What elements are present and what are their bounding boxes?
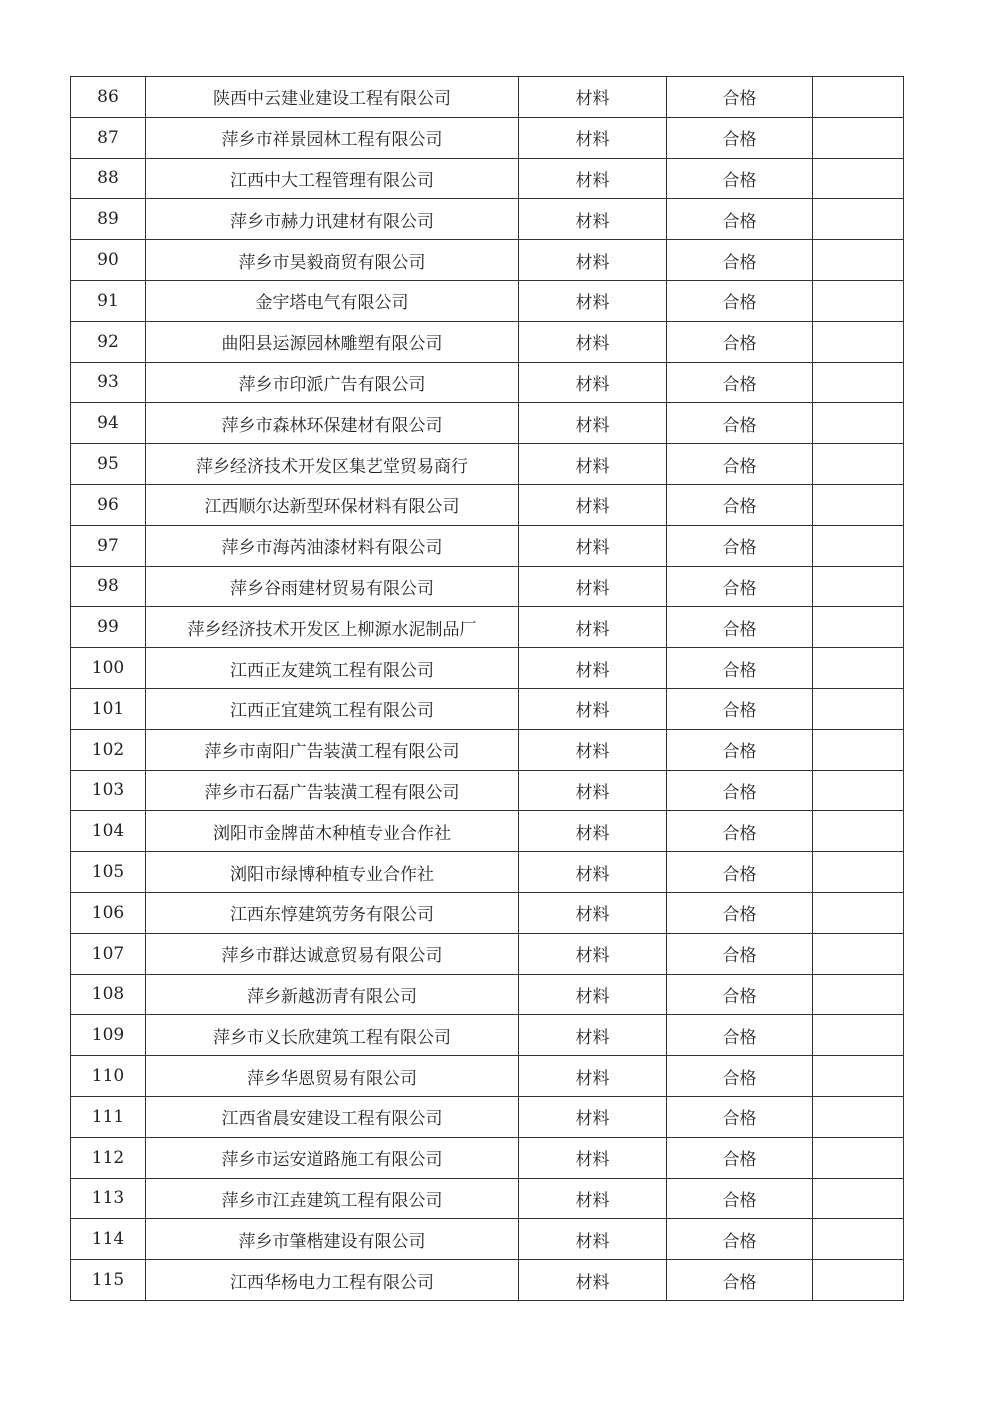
category-cell: 材料 (519, 729, 667, 770)
table-row (71, 525, 904, 566)
row-number: 112 (71, 1137, 146, 1178)
category-cell: 材料 (519, 1219, 667, 1260)
company-name: 萍乡市南阳广告装潢工程有限公司 (146, 729, 519, 770)
row-number: 92 (71, 321, 146, 362)
note-cell (813, 240, 904, 281)
row-number: 91 (71, 280, 146, 321)
result-cell: 合格 (667, 117, 813, 158)
table-row (71, 1137, 904, 1178)
note-cell (813, 1056, 904, 1097)
company-name: 萍乡经济技术开发区集艺堂贸易商行 (146, 444, 519, 485)
category-cell: 材料 (519, 199, 667, 240)
company-name: 江西顺尔达新型环保材料有限公司 (146, 484, 519, 525)
table-row (71, 403, 904, 444)
table-row (71, 933, 904, 974)
result-cell: 合格 (667, 566, 813, 607)
table-row (71, 77, 904, 118)
row-number: 103 (71, 770, 146, 811)
table-row (71, 199, 904, 240)
category-cell: 材料 (519, 1260, 667, 1301)
row-number: 87 (71, 117, 146, 158)
category-cell: 材料 (519, 892, 667, 933)
result-cell: 合格 (667, 648, 813, 689)
category-cell: 材料 (519, 240, 667, 281)
company-name: 萍乡市森林环保建材有限公司 (146, 403, 519, 444)
company-name: 萍乡市赫力讯建材有限公司 (146, 199, 519, 240)
row-number: 104 (71, 811, 146, 852)
category-cell: 材料 (519, 566, 667, 607)
document-page (70, 76, 903, 1301)
row-number: 113 (71, 1178, 146, 1219)
note-cell (813, 362, 904, 403)
company-name: 金宇塔电气有限公司 (146, 280, 519, 321)
note-cell (813, 117, 904, 158)
table-row (71, 566, 904, 607)
company-name: 萍乡市昊毅商贸有限公司 (146, 240, 519, 281)
table-row (71, 1096, 904, 1137)
company-name: 萍乡市群达诚意贸易有限公司 (146, 933, 519, 974)
table-row (71, 280, 904, 321)
category-cell: 材料 (519, 444, 667, 485)
row-number: 89 (71, 199, 146, 240)
result-cell: 合格 (667, 1178, 813, 1219)
row-number: 114 (71, 1219, 146, 1260)
company-name: 萍乡市肇楷建设有限公司 (146, 1219, 519, 1260)
table-row (71, 362, 904, 403)
category-cell: 材料 (519, 280, 667, 321)
result-cell: 合格 (667, 240, 813, 281)
row-number: 97 (71, 525, 146, 566)
row-number: 90 (71, 240, 146, 281)
note-cell (813, 892, 904, 933)
category-cell: 材料 (519, 974, 667, 1015)
note-cell (813, 1178, 904, 1219)
table-row (71, 1260, 904, 1301)
category-cell: 材料 (519, 484, 667, 525)
result-cell: 合格 (667, 444, 813, 485)
row-number: 96 (71, 484, 146, 525)
result-cell: 合格 (667, 974, 813, 1015)
note-cell (813, 158, 904, 199)
note-cell (813, 525, 904, 566)
row-number: 110 (71, 1056, 146, 1097)
table-row (71, 729, 904, 770)
note-cell (813, 933, 904, 974)
table-row (71, 158, 904, 199)
row-number: 106 (71, 892, 146, 933)
category-cell: 材料 (519, 1096, 667, 1137)
category-cell: 材料 (519, 811, 667, 852)
note-cell (813, 852, 904, 893)
result-cell: 合格 (667, 729, 813, 770)
company-name: 萍乡市江垚建筑工程有限公司 (146, 1178, 519, 1219)
result-cell: 合格 (667, 688, 813, 729)
note-cell (813, 974, 904, 1015)
company-name: 萍乡谷雨建材贸易有限公司 (146, 566, 519, 607)
note-cell (813, 321, 904, 362)
category-cell: 材料 (519, 1056, 667, 1097)
row-number: 105 (71, 852, 146, 893)
category-cell: 材料 (519, 1178, 667, 1219)
row-number: 98 (71, 566, 146, 607)
result-cell: 合格 (667, 1096, 813, 1137)
company-name: 曲阳县运源园林雕塑有限公司 (146, 321, 519, 362)
row-number: 102 (71, 729, 146, 770)
result-cell: 合格 (667, 77, 813, 118)
row-number: 100 (71, 648, 146, 689)
note-cell (813, 566, 904, 607)
category-cell: 材料 (519, 158, 667, 199)
row-number: 107 (71, 933, 146, 974)
company-name: 江西省晨安建设工程有限公司 (146, 1096, 519, 1137)
note-cell (813, 729, 904, 770)
company-table (70, 76, 904, 1301)
result-cell: 合格 (667, 362, 813, 403)
category-cell: 材料 (519, 688, 667, 729)
category-cell: 材料 (519, 1137, 667, 1178)
result-cell: 合格 (667, 321, 813, 362)
category-cell: 材料 (519, 403, 667, 444)
company-name: 萍乡市运安道路施工有限公司 (146, 1137, 519, 1178)
note-cell (813, 484, 904, 525)
row-number: 88 (71, 158, 146, 199)
table-body (71, 77, 904, 1301)
table-row (71, 852, 904, 893)
table-row (71, 321, 904, 362)
result-cell: 合格 (667, 158, 813, 199)
result-cell: 合格 (667, 280, 813, 321)
note-cell (813, 688, 904, 729)
table-row (71, 1056, 904, 1097)
company-name: 萍乡市印派广告有限公司 (146, 362, 519, 403)
table-row (71, 1015, 904, 1056)
note-cell (813, 607, 904, 648)
result-cell: 合格 (667, 811, 813, 852)
row-number: 95 (71, 444, 146, 485)
note-cell (813, 648, 904, 689)
category-cell: 材料 (519, 77, 667, 118)
result-cell: 合格 (667, 525, 813, 566)
row-number: 108 (71, 974, 146, 1015)
category-cell: 材料 (519, 1015, 667, 1056)
category-cell: 材料 (519, 117, 667, 158)
result-cell: 合格 (667, 1219, 813, 1260)
table-row (71, 1178, 904, 1219)
note-cell (813, 1015, 904, 1056)
category-cell: 材料 (519, 770, 667, 811)
category-cell: 材料 (519, 607, 667, 648)
result-cell: 合格 (667, 484, 813, 525)
company-name: 萍乡新越沥青有限公司 (146, 974, 519, 1015)
note-cell (813, 77, 904, 118)
note-cell (813, 199, 904, 240)
result-cell: 合格 (667, 403, 813, 444)
table-row (71, 1219, 904, 1260)
table-row (71, 811, 904, 852)
table-row (71, 240, 904, 281)
category-cell: 材料 (519, 933, 667, 974)
category-cell: 材料 (519, 525, 667, 566)
row-number: 99 (71, 607, 146, 648)
table-row (71, 607, 904, 648)
row-number: 111 (71, 1096, 146, 1137)
company-name: 萍乡市祥景园林工程有限公司 (146, 117, 519, 158)
table-row (71, 974, 904, 1015)
result-cell: 合格 (667, 892, 813, 933)
company-name: 江西正宜建筑工程有限公司 (146, 688, 519, 729)
result-cell: 合格 (667, 1056, 813, 1097)
company-name: 萍乡市海芮油漆材料有限公司 (146, 525, 519, 566)
row-number: 109 (71, 1015, 146, 1056)
result-cell: 合格 (667, 852, 813, 893)
note-cell (813, 1137, 904, 1178)
table-row (71, 648, 904, 689)
row-number: 94 (71, 403, 146, 444)
result-cell: 合格 (667, 1137, 813, 1178)
table-row (71, 484, 904, 525)
category-cell: 材料 (519, 362, 667, 403)
category-cell: 材料 (519, 648, 667, 689)
note-cell (813, 1096, 904, 1137)
note-cell (813, 1219, 904, 1260)
note-cell (813, 280, 904, 321)
table-row (71, 117, 904, 158)
table-row (71, 444, 904, 485)
note-cell (813, 444, 904, 485)
result-cell: 合格 (667, 607, 813, 648)
company-name: 萍乡市义长欣建筑工程有限公司 (146, 1015, 519, 1056)
note-cell (813, 403, 904, 444)
company-name: 江西东惇建筑劳务有限公司 (146, 892, 519, 933)
result-cell: 合格 (667, 770, 813, 811)
company-name: 江西中大工程管理有限公司 (146, 158, 519, 199)
row-number: 93 (71, 362, 146, 403)
note-cell (813, 770, 904, 811)
company-name: 浏阳市金牌苗木种植专业合作社 (146, 811, 519, 852)
category-cell: 材料 (519, 852, 667, 893)
row-number: 101 (71, 688, 146, 729)
result-cell: 合格 (667, 199, 813, 240)
result-cell: 合格 (667, 1260, 813, 1301)
company-name: 江西正友建筑工程有限公司 (146, 648, 519, 689)
row-number: 86 (71, 77, 146, 118)
note-cell (813, 1260, 904, 1301)
company-name: 萍乡华恩贸易有限公司 (146, 1056, 519, 1097)
result-cell: 合格 (667, 1015, 813, 1056)
table-row (71, 770, 904, 811)
category-cell: 材料 (519, 321, 667, 362)
note-cell (813, 811, 904, 852)
table-row (71, 892, 904, 933)
company-name: 萍乡经济技术开发区上柳源水泥制品厂 (146, 607, 519, 648)
result-cell: 合格 (667, 933, 813, 974)
company-name: 江西华杨电力工程有限公司 (146, 1260, 519, 1301)
table-row (71, 688, 904, 729)
row-number: 115 (71, 1260, 146, 1301)
company-name: 萍乡市石磊广告装潢工程有限公司 (146, 770, 519, 811)
company-name: 陕西中云建业建设工程有限公司 (146, 77, 519, 118)
company-name: 浏阳市绿博种植专业合作社 (146, 852, 519, 893)
